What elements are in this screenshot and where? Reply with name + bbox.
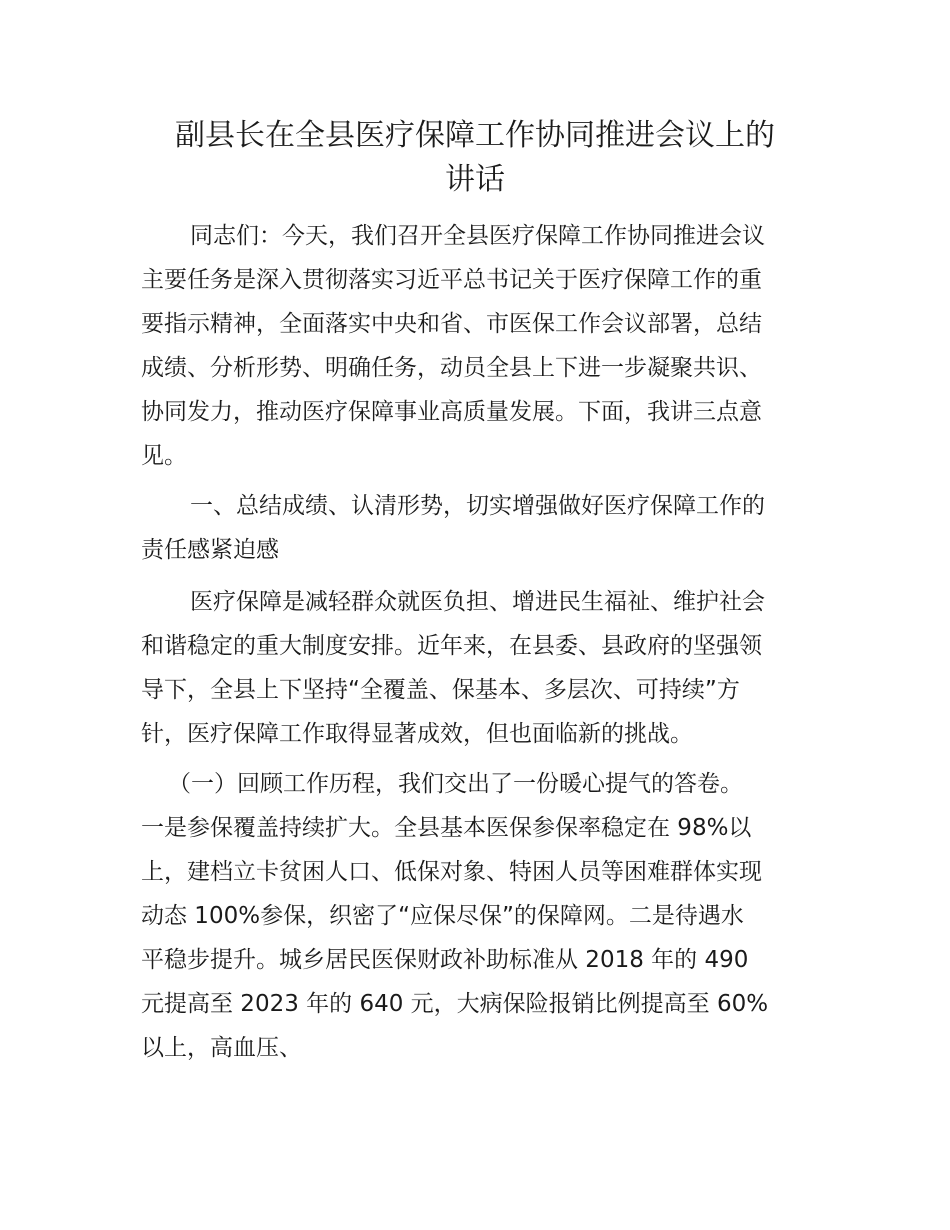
paragraph-2-line-4: 针，医疗保障工作取得显著成效，但也面临新的挑战。 bbox=[141, 721, 693, 747]
paragraph-1-line-1: 同志们：今天，我们召开全县医疗保障工作协同推进会议 bbox=[190, 223, 765, 249]
document-title-line-1: 副县长在全县医疗保障工作协同推进会议上的 bbox=[175, 118, 775, 153]
paragraph-3-line-5: 平稳步提升。城乡居民医保财政补助标准从 2018 年的 490 bbox=[141, 947, 749, 973]
paragraph-3-line-1: （一）回顾工作历程，我们交出了一份暖心提气的答卷。 bbox=[168, 771, 743, 797]
paragraph-1-line-4: 成绩、分析形势、明确任务，动员全县上下进一步凝聚共识、 bbox=[141, 355, 762, 381]
paragraph-3-line-6: 元提高至 2023 年的 640 元，大病保险报销比例提高至 60% bbox=[141, 991, 769, 1017]
paragraph-3-line-3: 上，建档立卡贫困人口、低保对象、特困人员等困难群体实现 bbox=[141, 859, 762, 885]
document-title-line-2: 讲话 bbox=[445, 162, 505, 197]
paragraph-1-line-3: 要指示精神，全面落实中央和省、市医保工作会议部署，总结 bbox=[141, 311, 762, 337]
section-heading-line-2: 责任感紧迫感 bbox=[141, 537, 279, 563]
paragraph-3-line-7: 以上，高血压、 bbox=[141, 1035, 302, 1061]
paragraph-3-line-4: 动态 100%参保，织密了“应保尽保”的保障网。二是待遇水 bbox=[141, 903, 744, 929]
paragraph-1-line-6: 见。 bbox=[141, 443, 187, 469]
paragraph-2-line-1: 医疗保障是减轻群众就医负担、增进民生福祉、维护社会 bbox=[190, 589, 765, 615]
section-heading-line-1: 一、总结成绩、认清形势，切实增强做好医疗保障工作的 bbox=[190, 493, 765, 519]
paragraph-3-line-2: 一是参保覆盖持续扩大。全县基本医保参保率稳定在 98%以 bbox=[141, 815, 752, 841]
paragraph-2-line-2: 和谐稳定的重大制度安排。近年来，在县委、县政府的坚强领 bbox=[141, 633, 762, 659]
paragraph-2-line-3: 导下，全县上下坚持“全覆盖、保基本、多层次、可持续”方 bbox=[141, 677, 740, 703]
paragraph-1-line-2: 主要任务是深入贯彻落实习近平总书记关于医疗保障工作的重 bbox=[141, 267, 762, 293]
paragraph-1-line-5: 协同发力，推动医疗保障事业高质量发展。下面，我讲三点意 bbox=[141, 399, 762, 425]
